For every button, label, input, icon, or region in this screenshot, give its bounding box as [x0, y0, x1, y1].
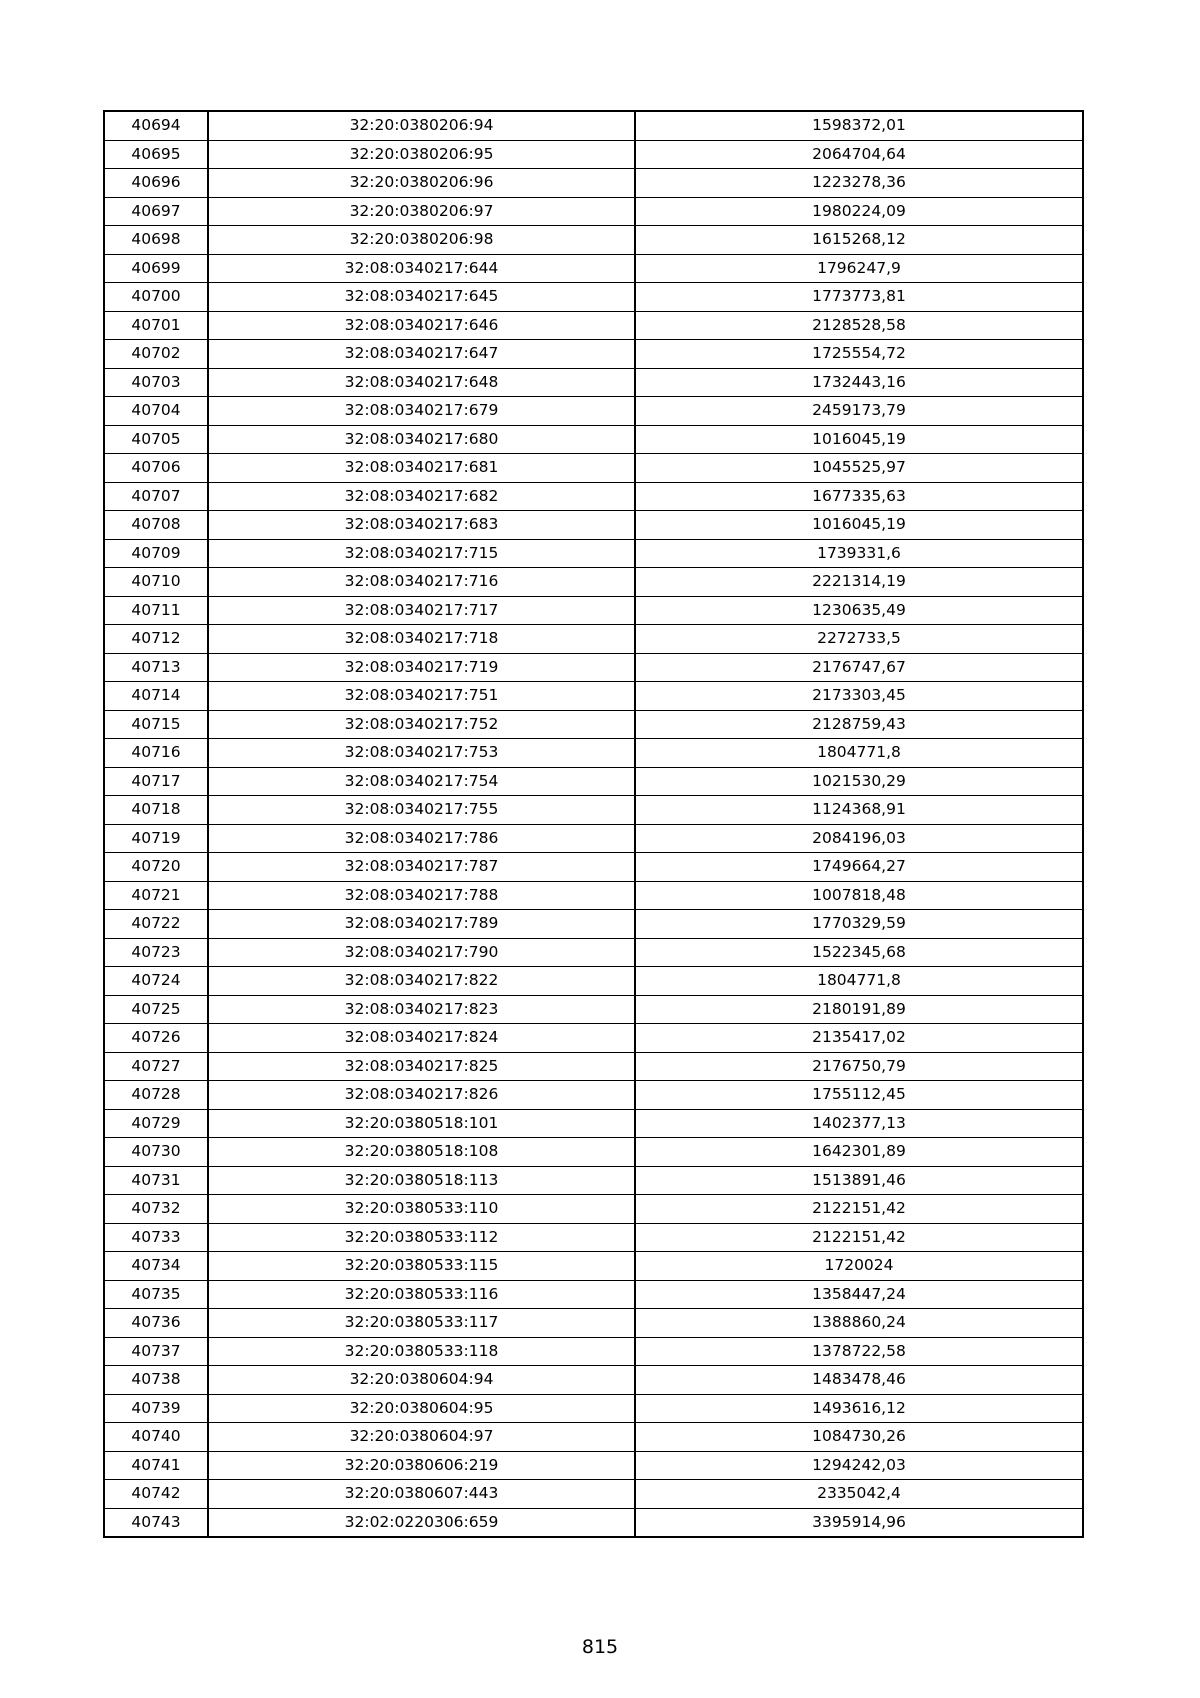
cadastral-number-cell: 32:08:0340217:680 — [208, 425, 635, 454]
row-number-cell: 40710 — [104, 568, 208, 597]
cadastral-number-cell: 32:20:0380206:94 — [208, 111, 635, 140]
row-number-cell: 40732 — [104, 1195, 208, 1224]
cadastral-value-cell: 1402377,13 — [635, 1109, 1083, 1138]
row-number-cell: 40701 — [104, 311, 208, 340]
cadastral-value-cell: 1615268,12 — [635, 226, 1083, 255]
table-row — [104, 226, 1083, 255]
table-row — [104, 1337, 1083, 1366]
row-number-cell: 40720 — [104, 853, 208, 882]
cadastral-number-cell: 32:08:0340217:716 — [208, 568, 635, 597]
row-number-cell: 40728 — [104, 1081, 208, 1110]
cadastral-value-cell: 2128528,58 — [635, 311, 1083, 340]
row-number-cell: 40717 — [104, 767, 208, 796]
page-number: 815 — [581, 1636, 619, 1658]
cadastral-value-cell: 1804771,8 — [635, 967, 1083, 996]
cadastral-value-cell: 1358447,24 — [635, 1280, 1083, 1309]
table-row — [104, 1309, 1083, 1338]
row-number-cell: 40742 — [104, 1480, 208, 1509]
cadastral-number-cell: 32:20:0380607:443 — [208, 1480, 635, 1509]
table-row — [104, 1252, 1083, 1281]
cadastral-value-cell: 1378722,58 — [635, 1337, 1083, 1366]
cadastral-number-cell: 32:08:0340217:787 — [208, 853, 635, 882]
row-number-cell: 40709 — [104, 539, 208, 568]
row-number-cell: 40696 — [104, 169, 208, 198]
cadastral-value-cell: 1796247,9 — [635, 254, 1083, 283]
table-row — [104, 881, 1083, 910]
cadastral-value-cell: 2221314,19 — [635, 568, 1083, 597]
table-row — [104, 397, 1083, 426]
row-number-cell: 40719 — [104, 824, 208, 853]
table-row — [104, 739, 1083, 768]
row-number-cell: 40699 — [104, 254, 208, 283]
row-number-cell: 40718 — [104, 796, 208, 825]
table-row — [104, 1024, 1083, 1053]
cadastral-value-cell: 2173303,45 — [635, 682, 1083, 711]
row-number-cell: 40707 — [104, 482, 208, 511]
cadastral-number-cell: 32:20:0380604:95 — [208, 1394, 635, 1423]
cadastral-value-cell: 1770329,59 — [635, 910, 1083, 939]
cadastral-number-cell: 32:08:0340217:754 — [208, 767, 635, 796]
row-number-cell: 40697 — [104, 197, 208, 226]
cadastral-number-cell: 32:08:0340217:682 — [208, 482, 635, 511]
cadastral-number-cell: 32:08:0340217:648 — [208, 368, 635, 397]
cadastral-number-cell: 32:08:0340217:789 — [208, 910, 635, 939]
cadastral-number-cell: 32:08:0340217:790 — [208, 938, 635, 967]
table-row — [104, 625, 1083, 654]
table-row — [104, 1166, 1083, 1195]
cadastral-number-cell: 32:02:0220306:659 — [208, 1508, 635, 1537]
table-row — [104, 169, 1083, 198]
cadastral-number-cell: 32:20:0380206:98 — [208, 226, 635, 255]
cadastral-value-cell: 2176750,79 — [635, 1052, 1083, 1081]
table-row — [104, 425, 1083, 454]
cadastral-value-cell: 1804771,8 — [635, 739, 1083, 768]
table-row — [104, 368, 1083, 397]
row-number-cell: 40738 — [104, 1366, 208, 1395]
cadastral-value-cell: 1016045,19 — [635, 511, 1083, 540]
cadastral-number-cell: 32:08:0340217:647 — [208, 340, 635, 369]
cadastral-number-cell: 32:08:0340217:681 — [208, 454, 635, 483]
cadastral-number-cell: 32:08:0340217:645 — [208, 283, 635, 312]
row-number-cell: 40698 — [104, 226, 208, 255]
cadastral-number-cell: 32:08:0340217:822 — [208, 967, 635, 996]
cadastral-value-cell: 1294242,03 — [635, 1451, 1083, 1480]
table-row — [104, 1480, 1083, 1509]
table-row — [104, 995, 1083, 1024]
cadastral-value-cell: 1598372,01 — [635, 111, 1083, 140]
cadastral-number-cell: 32:20:0380533:117 — [208, 1309, 635, 1338]
cadastral-value-cell: 2135417,02 — [635, 1024, 1083, 1053]
row-number-cell: 40722 — [104, 910, 208, 939]
cadastral-value-cell: 1124368,91 — [635, 796, 1083, 825]
cadastral-number-cell: 32:08:0340217:646 — [208, 311, 635, 340]
table-row — [104, 1081, 1083, 1110]
cadastral-number-cell: 32:20:0380533:116 — [208, 1280, 635, 1309]
row-number-cell: 40743 — [104, 1508, 208, 1537]
row-number-cell: 40714 — [104, 682, 208, 711]
cadastral-value-cell: 1755112,45 — [635, 1081, 1083, 1110]
row-number-cell: 40731 — [104, 1166, 208, 1195]
row-number-cell: 40727 — [104, 1052, 208, 1081]
cadastral-number-cell: 32:08:0340217:752 — [208, 710, 635, 739]
cadastral-number-cell: 32:20:0380518:113 — [208, 1166, 635, 1195]
table-row — [104, 539, 1083, 568]
table-row — [104, 1109, 1083, 1138]
row-number-cell: 40739 — [104, 1394, 208, 1423]
cadastral-value-cell: 2122151,42 — [635, 1195, 1083, 1224]
table-body — [104, 111, 1083, 1537]
cadastral-value-cell: 1739331,6 — [635, 539, 1083, 568]
table-row — [104, 254, 1083, 283]
table-row — [104, 511, 1083, 540]
cadastral-number-cell: 32:08:0340217:751 — [208, 682, 635, 711]
cadastral-number-cell: 32:20:0380604:97 — [208, 1423, 635, 1452]
table-row — [104, 283, 1083, 312]
table-row — [104, 596, 1083, 625]
row-number-cell: 40723 — [104, 938, 208, 967]
cadastral-number-cell: 32:20:0380533:118 — [208, 1337, 635, 1366]
table-row — [104, 1138, 1083, 1167]
cadastral-value-cell: 1045525,97 — [635, 454, 1083, 483]
cadastral-number-cell: 32:08:0340217:719 — [208, 653, 635, 682]
cadastral-number-cell: 32:08:0340217:683 — [208, 511, 635, 540]
cadastral-number-cell: 32:08:0340217:824 — [208, 1024, 635, 1053]
row-number-cell: 40730 — [104, 1138, 208, 1167]
cadastral-number-cell: 32:08:0340217:823 — [208, 995, 635, 1024]
cadastral-number-cell: 32:08:0340217:718 — [208, 625, 635, 654]
cadastral-value-cell: 2064704,64 — [635, 140, 1083, 169]
row-number-cell: 40715 — [104, 710, 208, 739]
row-number-cell: 40705 — [104, 425, 208, 454]
row-number-cell: 40704 — [104, 397, 208, 426]
table-row — [104, 568, 1083, 597]
row-number-cell: 40736 — [104, 1309, 208, 1338]
table-row — [104, 1052, 1083, 1081]
cadastral-number-cell: 32:08:0340217:679 — [208, 397, 635, 426]
cadastral-number-cell: 32:08:0340217:753 — [208, 739, 635, 768]
table-row — [104, 1423, 1083, 1452]
cadastral-value-cell: 1522345,68 — [635, 938, 1083, 967]
cadastral-number-cell: 32:20:0380533:110 — [208, 1195, 635, 1224]
cadastral-value-cell: 2176747,67 — [635, 653, 1083, 682]
table-row — [104, 967, 1083, 996]
cadastral-number-cell: 32:20:0380206:96 — [208, 169, 635, 198]
row-number-cell: 40716 — [104, 739, 208, 768]
table-row — [104, 682, 1083, 711]
row-number-cell: 40724 — [104, 967, 208, 996]
table-row — [104, 767, 1083, 796]
cadastral-number-cell: 32:08:0340217:786 — [208, 824, 635, 853]
row-number-cell: 40726 — [104, 1024, 208, 1053]
cadastral-value-table — [103, 110, 1084, 1538]
table-row — [104, 1195, 1083, 1224]
cadastral-value-cell: 1720024 — [635, 1252, 1083, 1281]
cadastral-number-cell: 32:08:0340217:717 — [208, 596, 635, 625]
table-row — [104, 197, 1083, 226]
cadastral-value-cell: 1980224,09 — [635, 197, 1083, 226]
cadastral-value-cell: 2084196,03 — [635, 824, 1083, 853]
row-number-cell: 40735 — [104, 1280, 208, 1309]
table-row — [104, 796, 1083, 825]
cadastral-value-cell: 1677335,63 — [635, 482, 1083, 511]
table-row — [104, 1223, 1083, 1252]
cadastral-value-cell: 1773773,81 — [635, 283, 1083, 312]
table-row — [104, 853, 1083, 882]
cadastral-number-cell: 32:20:0380606:219 — [208, 1451, 635, 1480]
cadastral-number-cell: 32:08:0340217:644 — [208, 254, 635, 283]
cadastral-value-cell: 1016045,19 — [635, 425, 1083, 454]
row-number-cell: 40729 — [104, 1109, 208, 1138]
row-number-cell: 40695 — [104, 140, 208, 169]
row-number-cell: 40706 — [104, 454, 208, 483]
cadastral-value-cell: 2459173,79 — [635, 397, 1083, 426]
cadastral-value-cell: 1084730,26 — [635, 1423, 1083, 1452]
cadastral-value-cell: 2128759,43 — [635, 710, 1083, 739]
table-row — [104, 653, 1083, 682]
row-number-cell: 40734 — [104, 1252, 208, 1281]
table-row — [104, 340, 1083, 369]
cadastral-value-cell: 1725554,72 — [635, 340, 1083, 369]
cadastral-number-cell: 32:20:0380533:112 — [208, 1223, 635, 1252]
cadastral-value-cell: 1483478,46 — [635, 1366, 1083, 1395]
table-row — [104, 938, 1083, 967]
cadastral-number-cell: 32:20:0380604:94 — [208, 1366, 635, 1395]
cadastral-number-cell: 32:08:0340217:825 — [208, 1052, 635, 1081]
row-number-cell: 40733 — [104, 1223, 208, 1252]
table-row — [104, 454, 1083, 483]
cadastral-number-cell: 32:20:0380206:97 — [208, 197, 635, 226]
cadastral-value-cell: 1007818,48 — [635, 881, 1083, 910]
row-number-cell: 40712 — [104, 625, 208, 654]
cadastral-value-cell: 2335042,4 — [635, 1480, 1083, 1509]
cadastral-number-cell: 32:08:0340217:755 — [208, 796, 635, 825]
cadastral-number-cell: 32:20:0380518:101 — [208, 1109, 635, 1138]
row-number-cell: 40711 — [104, 596, 208, 625]
table-row — [104, 910, 1083, 939]
table-row — [104, 111, 1083, 140]
table-row — [104, 1451, 1083, 1480]
row-number-cell: 40741 — [104, 1451, 208, 1480]
table-row — [104, 710, 1083, 739]
table-row — [104, 1394, 1083, 1423]
cadastral-value-cell: 2272733,5 — [635, 625, 1083, 654]
cadastral-value-cell: 1388860,24 — [635, 1309, 1083, 1338]
row-number-cell: 40740 — [104, 1423, 208, 1452]
cadastral-value-cell: 1642301,89 — [635, 1138, 1083, 1167]
cadastral-number-cell: 32:08:0340217:788 — [208, 881, 635, 910]
cadastral-value-cell: 1021530,29 — [635, 767, 1083, 796]
row-number-cell: 40737 — [104, 1337, 208, 1366]
cadastral-value-cell: 1230635,49 — [635, 596, 1083, 625]
cadastral-value-cell: 1749664,27 — [635, 853, 1083, 882]
row-number-cell: 40702 — [104, 340, 208, 369]
row-number-cell: 40700 — [104, 283, 208, 312]
cadastral-value-cell: 1513891,46 — [635, 1166, 1083, 1195]
table-row — [104, 1280, 1083, 1309]
table-row — [104, 482, 1083, 511]
cadastral-number-cell: 32:20:0380206:95 — [208, 140, 635, 169]
cadastral-value-cell: 2122151,42 — [635, 1223, 1083, 1252]
row-number-cell: 40725 — [104, 995, 208, 1024]
cadastral-value-cell: 1732443,16 — [635, 368, 1083, 397]
cadastral-value-cell: 1493616,12 — [635, 1394, 1083, 1423]
cadastral-number-cell: 32:08:0340217:826 — [208, 1081, 635, 1110]
cadastral-value-cell: 2180191,89 — [635, 995, 1083, 1024]
row-number-cell: 40721 — [104, 881, 208, 910]
cadastral-number-cell: 32:20:0380533:115 — [208, 1252, 635, 1281]
row-number-cell: 40708 — [104, 511, 208, 540]
cadastral-number-cell: 32:20:0380518:108 — [208, 1138, 635, 1167]
row-number-cell: 40703 — [104, 368, 208, 397]
table-row — [104, 1366, 1083, 1395]
row-number-cell: 40713 — [104, 653, 208, 682]
cadastral-number-cell: 32:08:0340217:715 — [208, 539, 635, 568]
table-row — [104, 824, 1083, 853]
cadastral-value-cell: 1223278,36 — [635, 169, 1083, 198]
table-row — [104, 1508, 1083, 1537]
cadastral-value-cell: 3395914,96 — [635, 1508, 1083, 1537]
table-row — [104, 311, 1083, 340]
table-row — [104, 140, 1083, 169]
row-number-cell: 40694 — [104, 111, 208, 140]
